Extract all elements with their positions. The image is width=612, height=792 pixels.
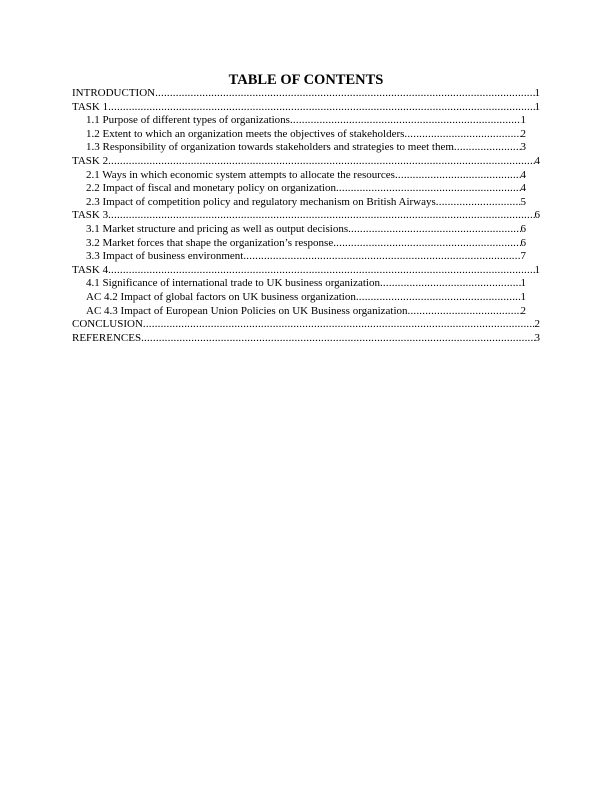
toc-entry-page-number: 1 xyxy=(534,87,540,99)
toc-entry-subsection[interactable] xyxy=(86,141,526,155)
toc-dot-leader xyxy=(290,114,521,128)
toc-entry-label: INTRODUCTION xyxy=(72,87,156,99)
toc-entry-page-number: 3 xyxy=(520,141,526,154)
toc-dot-leader xyxy=(348,223,520,237)
toc-dot-leader xyxy=(436,196,521,210)
toc-entry-label: 1.3 Responsibility of organization towards stakeholders and strategies to meet them xyxy=(86,141,454,154)
toc-entry-label: TASK 3 xyxy=(72,209,109,222)
toc-entry-page-number: 1 xyxy=(520,114,526,127)
toc-entry-section[interactable] xyxy=(72,209,540,223)
toc-entry-page-number: 1 xyxy=(534,263,540,276)
toc-entry-page-number: 4 xyxy=(534,154,540,167)
toc-entry-label: 4.1 Significance of international trade to UK business organization xyxy=(86,277,380,290)
toc-entry-subsection[interactable] xyxy=(86,223,526,237)
toc-entry-page-number: 6 xyxy=(520,236,526,249)
toc-dot-leader xyxy=(404,128,520,142)
toc-entry-section[interactable] xyxy=(72,101,540,115)
toc-entry-subsection[interactable] xyxy=(86,182,526,196)
toc-entry-subsection[interactable] xyxy=(86,196,526,210)
toc-entry-label: TASK 2 xyxy=(72,154,109,167)
toc-dot-leader xyxy=(380,277,521,291)
toc-entry-subsection[interactable] xyxy=(86,277,526,291)
toc-entry-subsection[interactable] xyxy=(86,237,526,251)
toc-entry-page-number: 7 xyxy=(520,250,526,263)
toc-entry-page-number: 3 xyxy=(534,331,540,344)
toc-entry-label: 2.3 Impact of competition policy and regulatory mechanism on British Airways xyxy=(86,195,436,208)
toc-entry-subsection[interactable] xyxy=(86,305,526,319)
toc-dot-leader xyxy=(143,318,535,332)
toc-dot-leader xyxy=(141,332,534,346)
toc-entry-page-number: 4 xyxy=(520,168,526,181)
toc-title: TABLE OF CONTENTS xyxy=(228,72,384,88)
toc-entry-label: TASK 4 xyxy=(72,263,109,276)
toc-entry-label: AC 4.3 Impact of European Union Policies on UK Business organization xyxy=(86,304,408,317)
toc-entry-section[interactable] xyxy=(72,332,540,346)
toc-entry-page-number: 1 xyxy=(534,100,540,113)
toc-dot-leader xyxy=(108,209,534,223)
toc-dot-leader xyxy=(395,169,521,183)
toc-entry-section[interactable] xyxy=(72,87,540,101)
toc-entry-page-number: 5 xyxy=(520,195,526,208)
toc-entry-label: 3.3 Impact of business environment xyxy=(86,250,244,263)
toc-entry-page-number: 2 xyxy=(520,304,526,317)
toc-entry-label: 1.1 Purpose of different types of organizations xyxy=(86,114,290,127)
toc-dot-leader xyxy=(336,182,521,196)
toc-entry-subsection[interactable] xyxy=(86,128,526,142)
toc-dot-leader xyxy=(408,305,521,319)
toc-entry-page-number: 4 xyxy=(520,182,526,195)
toc-entry-subsection[interactable] xyxy=(86,114,526,128)
toc-entry-subsection[interactable] xyxy=(86,291,526,305)
toc-entry-label: 3.2 Market forces that shape the organization’s response xyxy=(86,236,334,249)
toc-entry-label: 3.1 Market structure and pricing as well as output decisions xyxy=(86,222,349,235)
toc-entry-subsection[interactable] xyxy=(86,250,526,264)
toc-entry-page-number: 1 xyxy=(520,290,526,303)
toc-entry-page-number: 1 xyxy=(520,277,526,290)
toc-entry-page-number: 2 xyxy=(520,127,526,140)
toc-entry-label: AC 4.2 Impact of global factors on UK business organization xyxy=(86,290,356,303)
toc-dot-leader xyxy=(454,141,521,155)
toc-dot-leader xyxy=(356,291,521,305)
toc-entry-label: TASK 1 xyxy=(72,100,109,113)
toc-entry-subsection[interactable] xyxy=(86,169,526,183)
toc-entry-label: REFERENCES xyxy=(72,331,142,344)
toc-dot-leader xyxy=(155,87,534,101)
toc-entry-page-number: 2 xyxy=(534,318,540,331)
toc-dot-leader xyxy=(108,155,534,169)
toc-dot-leader xyxy=(108,264,534,278)
toc-entry-section[interactable] xyxy=(72,264,540,278)
toc-entry-label: 2.2 Impact of fiscal and monetary policy on organization xyxy=(86,182,336,195)
toc-dot-leader xyxy=(243,250,520,264)
toc-list xyxy=(72,87,542,345)
toc-entry-label: 1.2 Extent to which an organization meets the objectives of stakeholders xyxy=(86,127,405,140)
toc-entry-section[interactable] xyxy=(72,318,540,332)
toc-dot-leader xyxy=(108,101,534,115)
toc-dot-leader xyxy=(333,237,520,251)
toc-entry-label: CONCLUSION xyxy=(72,318,143,331)
toc-entry-page-number: 6 xyxy=(534,209,540,222)
toc-entry-section[interactable] xyxy=(72,155,540,169)
toc-entry-label: 2.1 Ways in which economic system attempts to allocate the resources xyxy=(86,168,395,181)
toc-entry-page-number: 6 xyxy=(520,222,526,235)
